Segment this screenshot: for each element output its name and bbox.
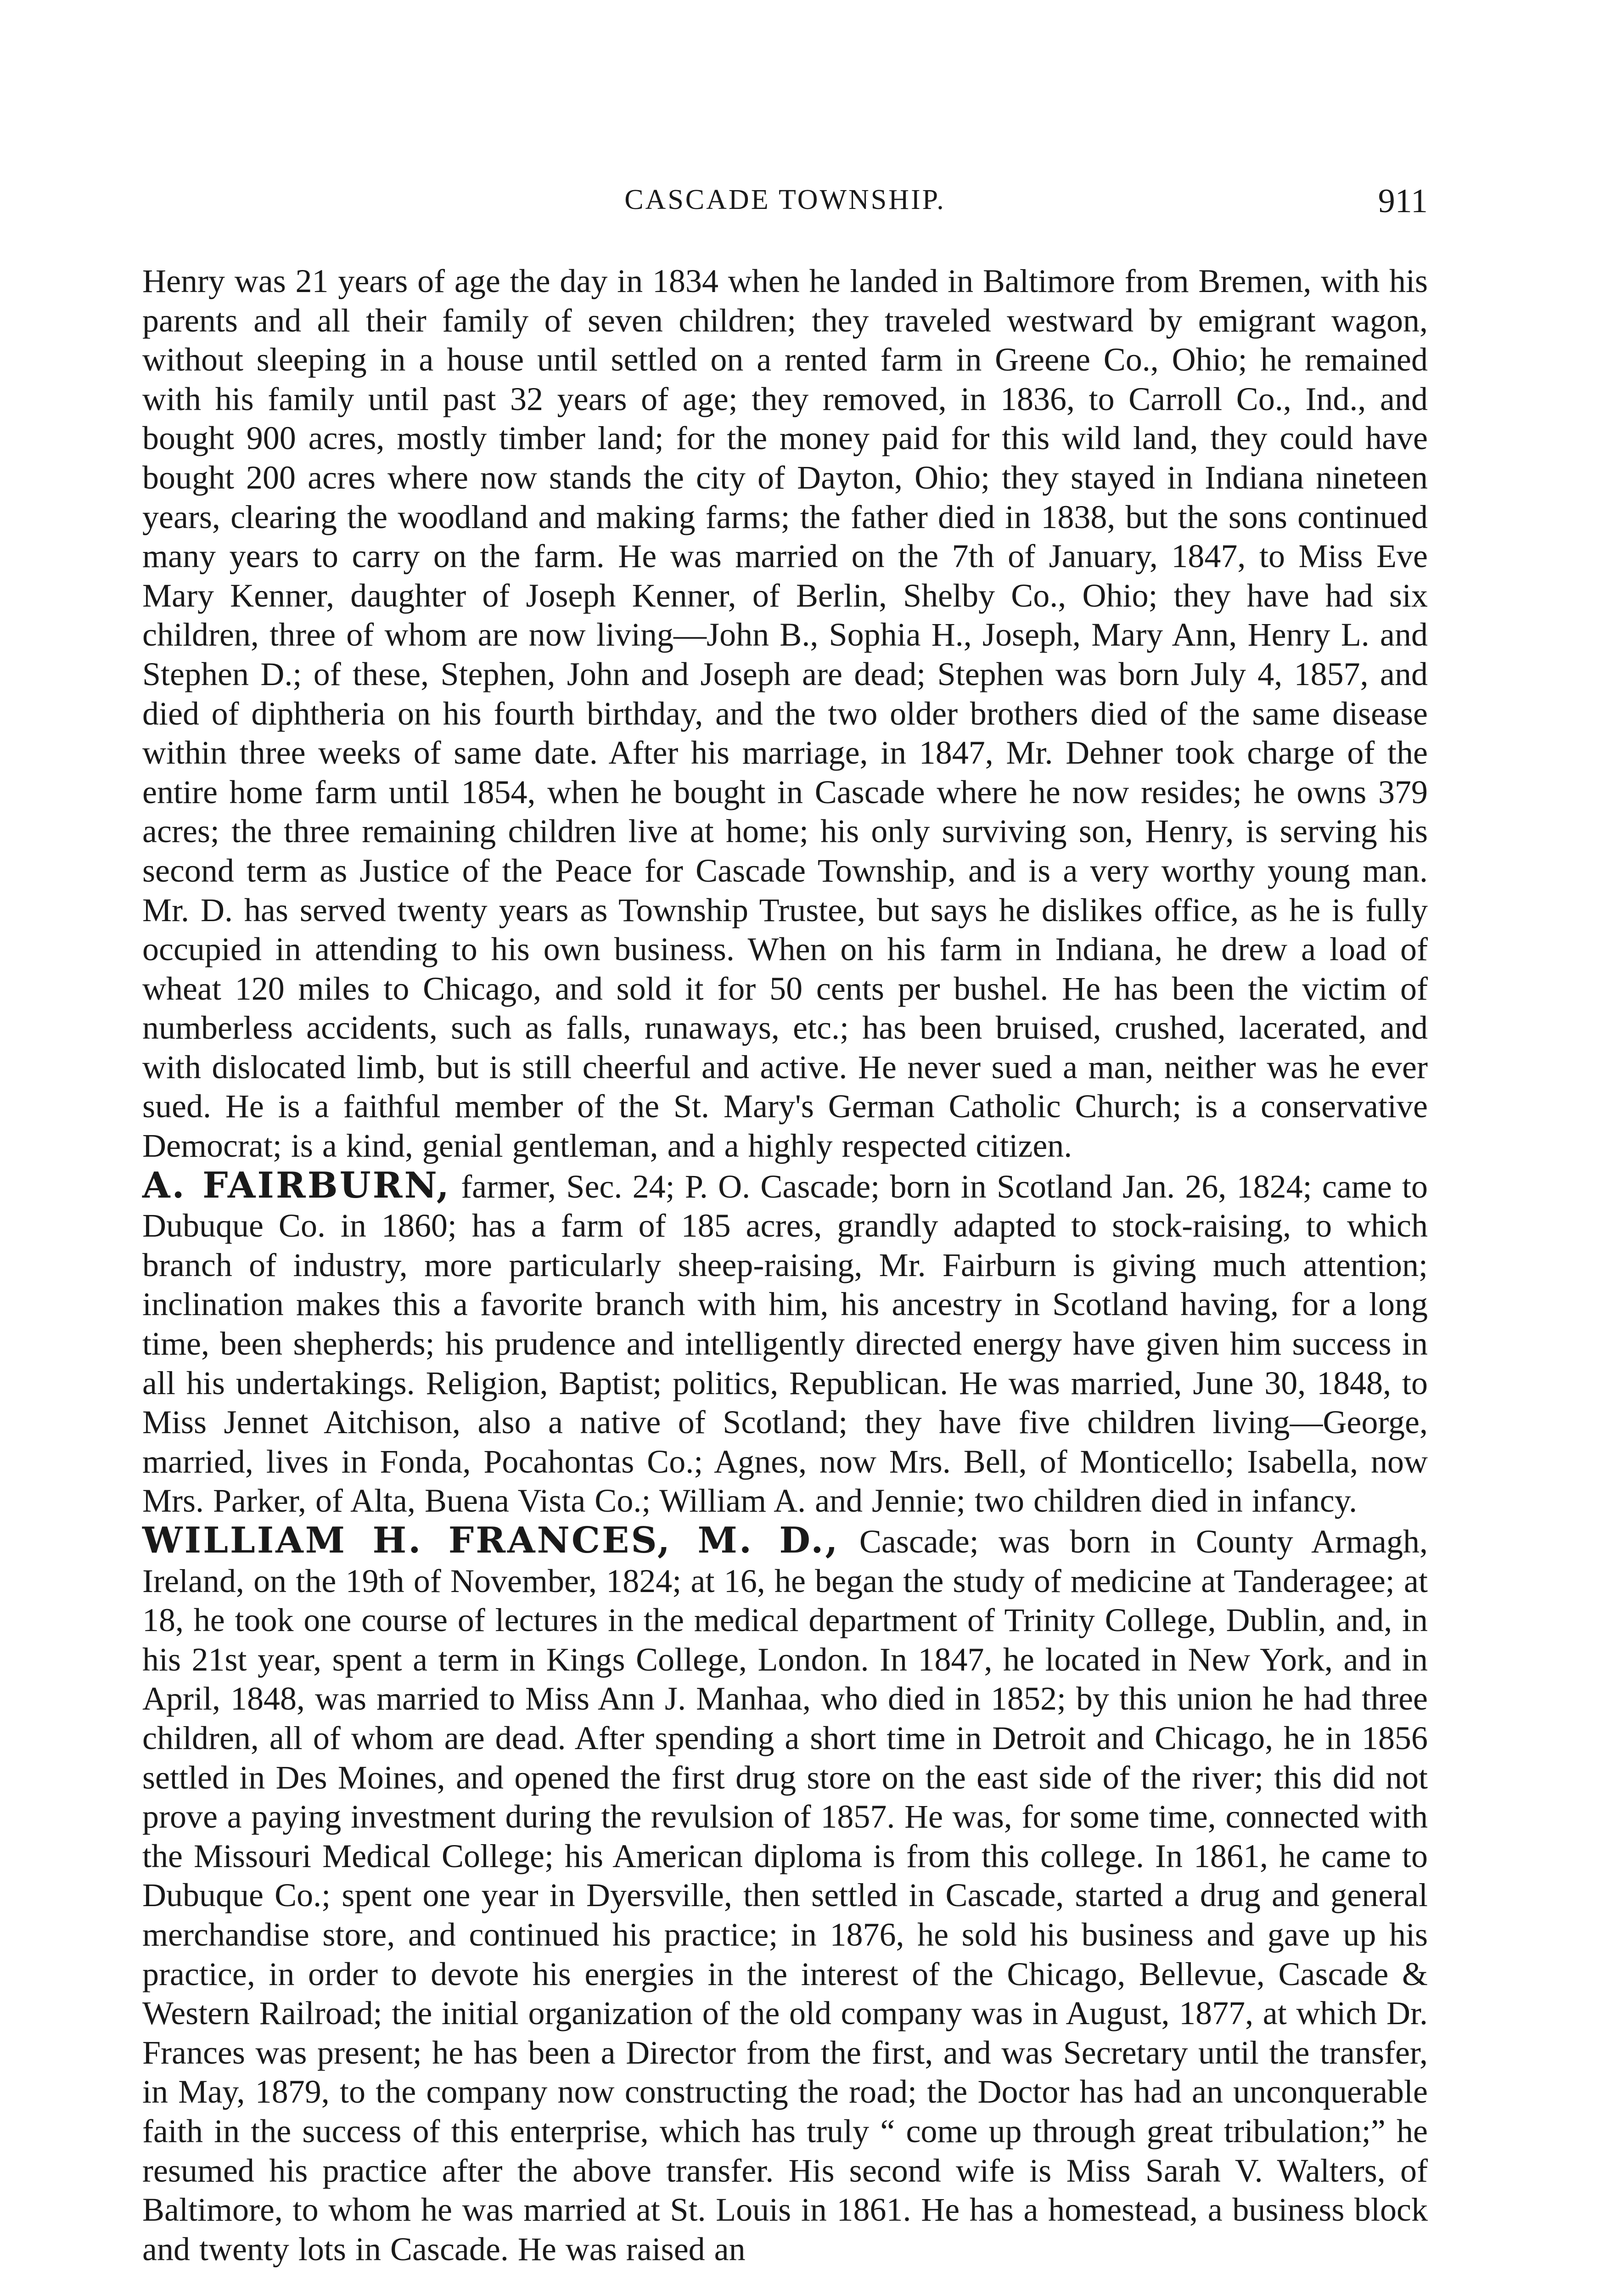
entry-name: WILLIAM H. FRANCES, M. D.,: [142, 1519, 840, 1561]
paragraph-text: Henry was 21 years of age the day in 1834 when he landed in Baltimore from Bremen, with his parents and all their family of seven children; they traveled westward by emigrant wagon, without sleeping in a house until settled on a rented farm in Greene Co., Ohio; he remained with his family until past 32 years of age; they removed, in 1836, to Carroll Co., Ind., and bought 900 acres, mostly timber land; for the money paid for this wild land, they could have bought 200 acres where now stands the city of Dayton, Ohio; they stayed in Indiana nineteen years, clearing the woodland and making farms; the father died in 1838, but the sons continued many years to carry on the farm. He was married on the 7th of January, 1847, to Miss Eve Mary Kenner, daughter of Joseph Kenner, of Berlin, Shelby Co., Ohio; they have had six children, three of whom are now living—John B., Sophia H., Joseph, Mary Ann, Henry L. and Stephen D.; of these, Stephen, John and Joseph are dead; Stephen was born July 4, 1857, and died of diphtheria on his fourth birthday, and the two older brothers died of the same disease within three weeks of same date. After his marriage, in 1847, Mr. Dehner took charge of the entire home farm until 1854, when he bought in Cascade where he now resides; he owns 379 acres; the three remaining children live at home; his only surviving son, Henry, is serving his second term as Justice of the Peace for Cascade Township, and is a very worthy young man. Mr. D. has served twenty years as Township Trustee, but says he dislikes office, as he is fully occupied in attending to his own business. When on his farm in Indiana, he drew a load of wheat 120 miles to Chicago, and sold it for 50 cents per bushel. He has been the victim of numberless accidents, such as falls, runaways, etc.; has been bruised, crushed, lacerated, and with dislocated limb, but is still cheerful and active. He never sued a man, neither was he ever sued. He is a faithful member of the St. Mary's German Catholic Church; is a conservative Democrat; is a kind, genial gentleman, and a highly respected citizen.: [142, 263, 1428, 1165]
book-page: [142, 184, 1428, 2269]
entry-frances: [142, 1521, 1428, 2269]
running-head: [142, 184, 1428, 234]
page-number: 911: [1378, 182, 1428, 220]
page-title: CASCADE TOWNSHIP.: [624, 184, 946, 215]
entry-text: Cascade; was born in County Armagh, Ireland, on the 19th of November, 1824; at 16, he began the study of medicine at Tanderagee; at 18, he took one course of lectures in the medical department of Trinity College, Dublin, and, in his 21st year, spent a term in Kings College, London. In 1847, he located in New York, and in April, 1848, was married to Miss Ann J. Manhaa, who died in 1852; by this union he had three children, all of whom are dead. After spending a short time in Detroit and Chicago, he in 1856 settled in Des Moines, and opened the first drug store on the east side of the river; this did not prove a paying investment during the revulsion of 1857. He was, for some time, connected with the Missouri Medical College; his American diploma is from this college. In 1861, he came to Dubuque Co.; spent one year in Dyersville, then settled in Cascade, started a drug and general merchandise store, and continued his practice; in 1876, he sold his business and gave up his practice, in order to devote his energies in the interest of the Chicago, Bellevue, Cascade & Western Railroad; the initial organization of the old company was in August, 1877, at which Dr. Frances was present; he has been a Director from the first, and was Secretary until the transfer, in May, 1879, to the company now constructing the road; the Doctor has had an unconquerable faith in the success of this enterprise, which has truly “ come up through great tribulation;” he resumed his practice after the above transfer. His second wife is Miss Sarah V. Walters, of Baltimore, to whom he was married at St. Louis in 1861. He has a homestead, a business block and twenty lots in Cascade. He was raised an: [142, 1523, 1428, 2268]
entry-text: farmer, Sec. 24; P. O. Cascade; born in Scotland Jan. 26, 1824; came to Dubuque Co. in 1860; has a farm of 185 acres, grandly adapted to stock-raising, to which branch of industry, more particularly sheep-raising, Mr. Fairburn is giving much attention; inclination makes this a favorite branch with him, his ancestry in Scotland having, for a long time, been shepherds; his prudence and intelligently directed energy have given him success in all his undertakings. Religion, Baptist; politics, Republican. He was married, June 30, 1848, to Miss Jennet Aitchison, also a native of Scotland; they have five children living—George, married, lives in Fonda, Pocahontas Co.; Agnes, now Mrs. Bell, of Monticello; Isabella, now Mrs. Parker, of Alta, Buena Vista Co.; William A. and Jennie; two children died in infancy.: [142, 1168, 1428, 1519]
entry-fairburn: [142, 1166, 1428, 1521]
paragraph-dehner-continued: [142, 262, 1428, 1166]
entry-name: A. FAIRBURN,: [142, 1164, 451, 1206]
body-text: [142, 262, 1428, 2269]
